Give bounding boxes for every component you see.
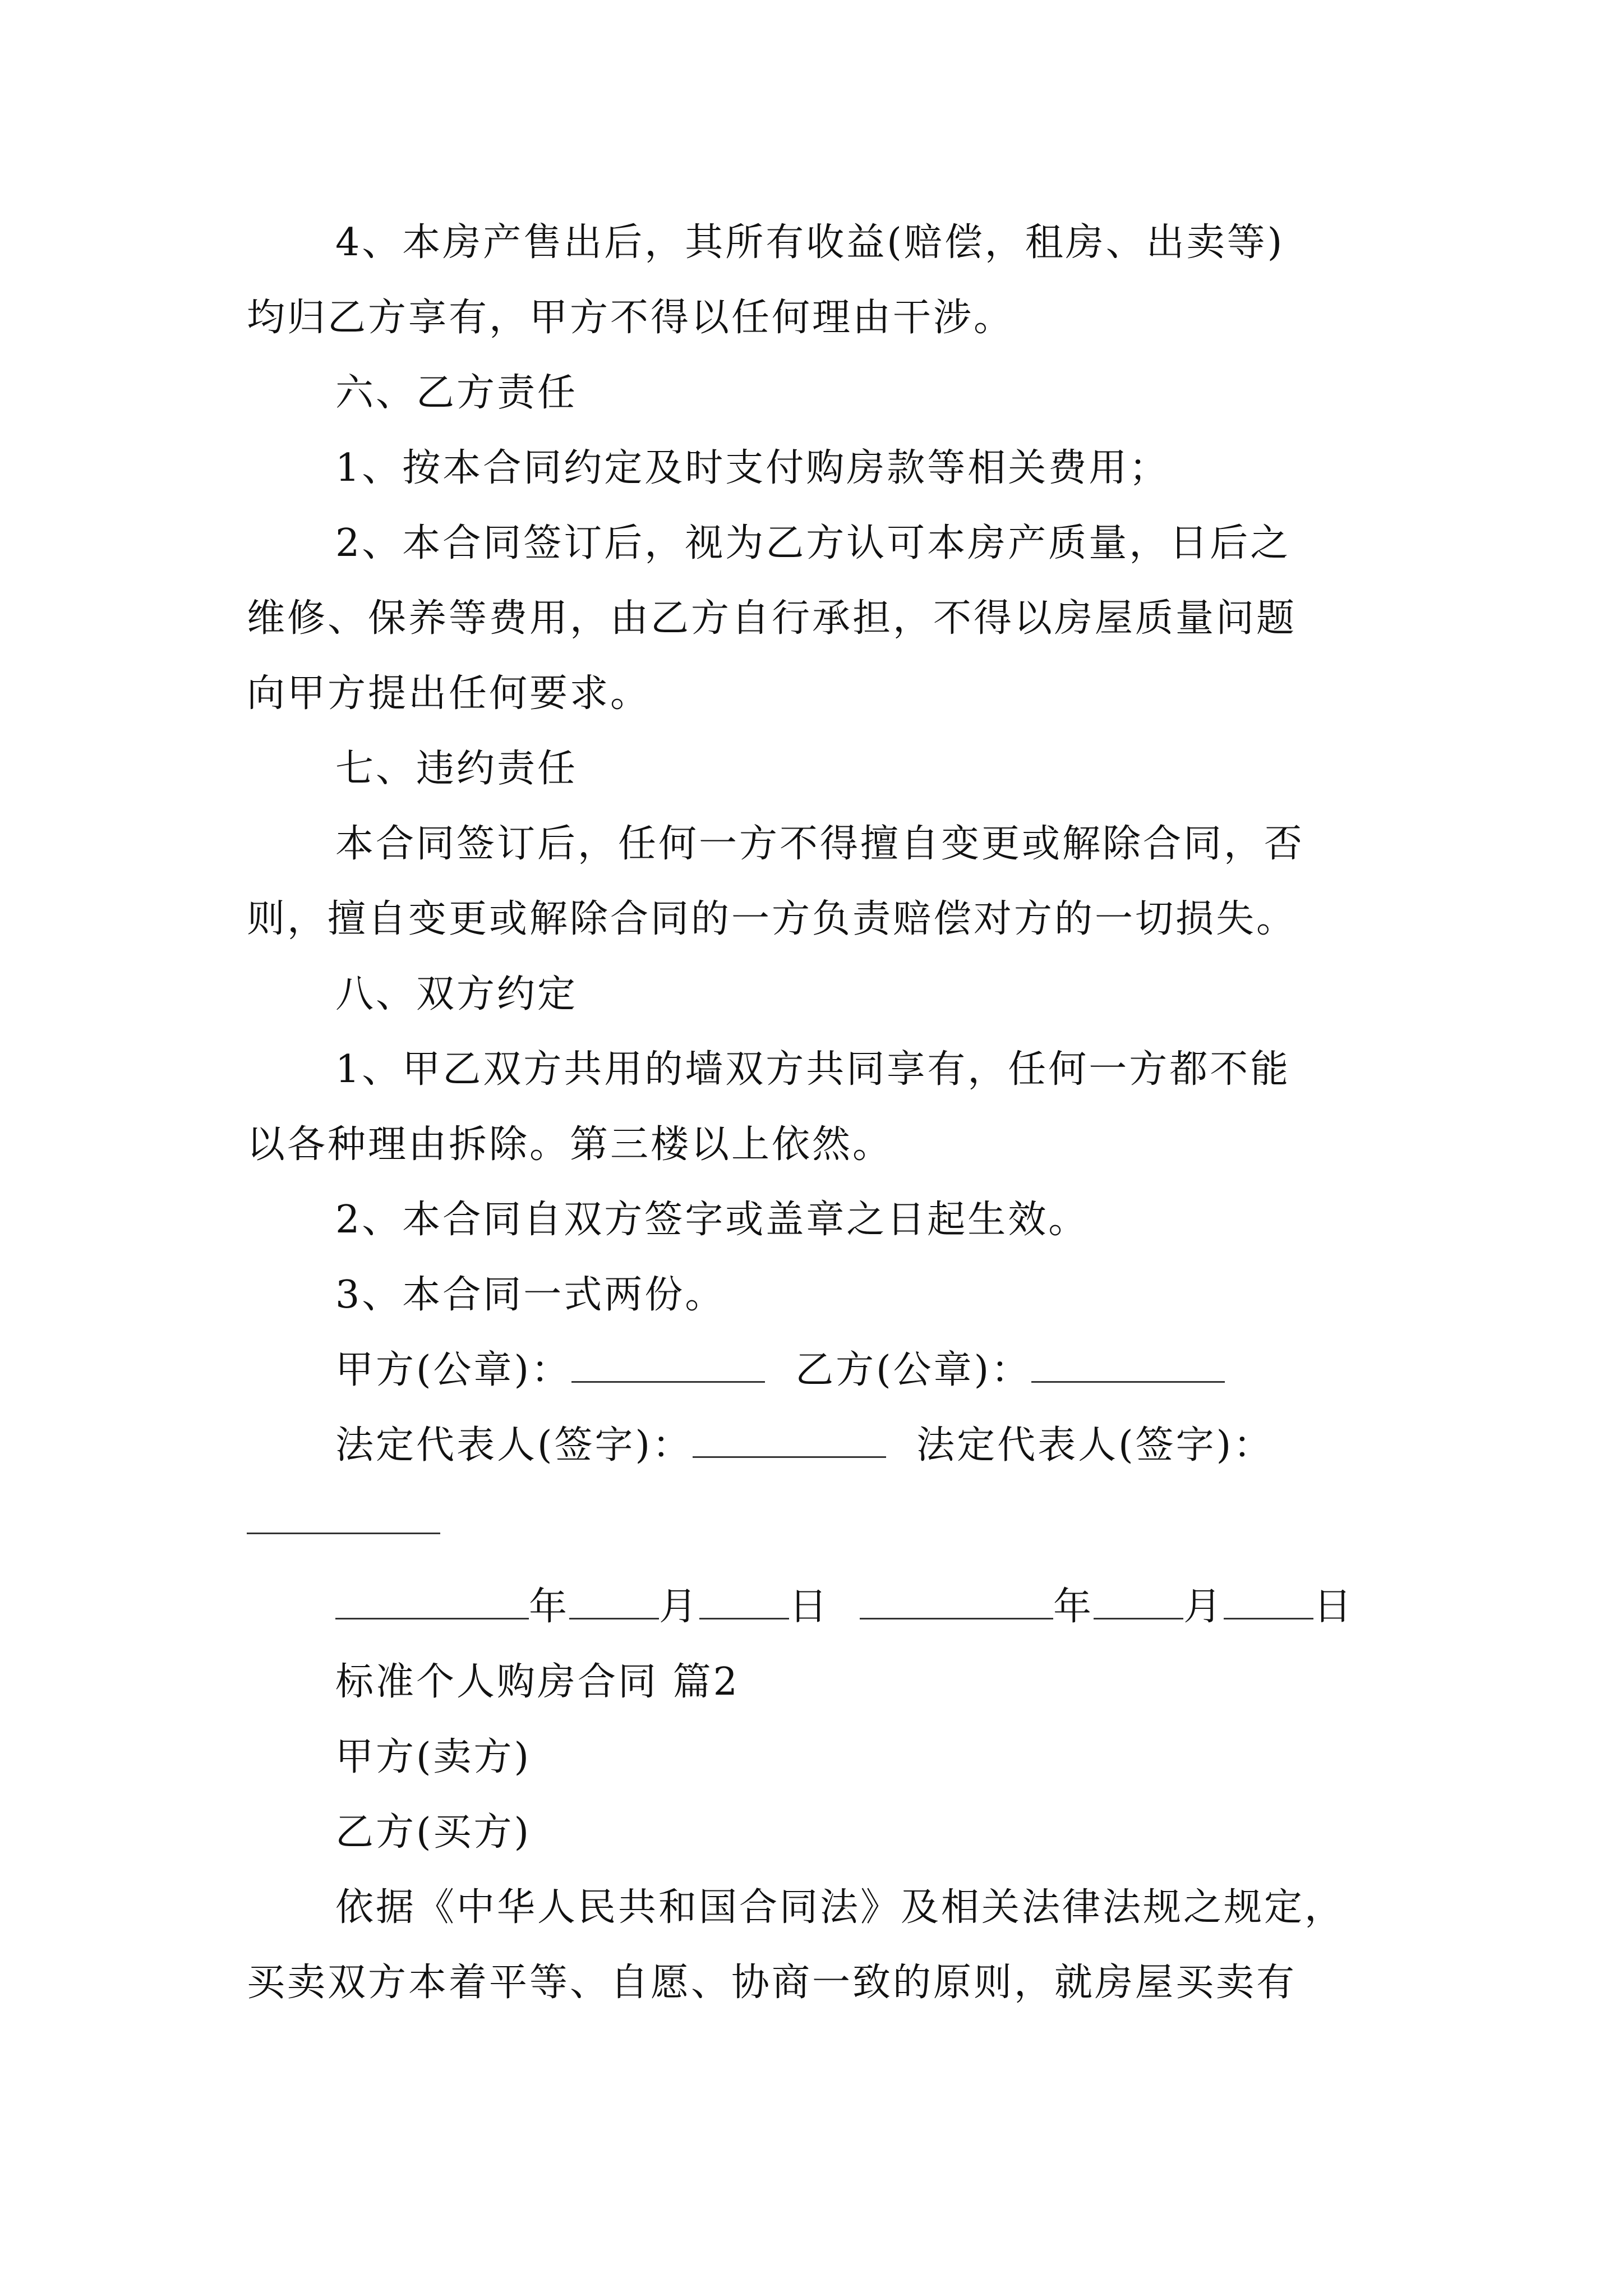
party-a-year-blank bbox=[335, 1584, 529, 1619]
party-a-year-label: 年 bbox=[529, 1585, 570, 1629]
section-8-heading: 八、双方约定 bbox=[335, 972, 578, 1016]
party-a-seal-label: 甲方(公章)： bbox=[335, 1348, 572, 1392]
party-b-year-label: 年 bbox=[1053, 1585, 1094, 1629]
party-b-day-blank bbox=[1224, 1584, 1313, 1619]
party-a-day-label: 日 bbox=[789, 1585, 830, 1629]
party-a-rep-blank bbox=[693, 1423, 886, 1458]
section-2-title: 标准个人购房合同 篇2 bbox=[335, 1660, 740, 1704]
section-6-item-2-line2: 维修、保养等费用，由乙方自行承担，不得以房屋质量问题 bbox=[247, 596, 1297, 641]
party-b-rep-blank bbox=[247, 1499, 440, 1534]
clause-4-line1: 4、本房产售出后，其所有收益(赔偿，租房、出卖等) bbox=[335, 220, 1285, 265]
party-b-rep-blank-row bbox=[247, 1497, 440, 1547]
basis-paragraph-line2: 买卖双方本着平等、自愿、协商一致的原则，就房屋买卖有 bbox=[247, 1961, 1297, 2005]
section-7-body-line1: 本合同签订后，任何一方不得擅自变更或解除合同，否 bbox=[335, 822, 1305, 866]
party-a-rep-label: 法定代表人(签字)： bbox=[335, 1423, 693, 1467]
party-b-month-blank bbox=[1094, 1584, 1183, 1619]
section-7-body-line2: 则，擅自变更或解除合同的一方负责赔偿对方的一切损失。 bbox=[247, 897, 1297, 941]
party-b-seal-blank bbox=[1031, 1347, 1225, 1383]
section-7-heading: 七、违约责任 bbox=[335, 747, 578, 791]
party-b-day-label: 日 bbox=[1313, 1585, 1354, 1629]
buyer-label: 乙方(买方) bbox=[335, 1810, 532, 1855]
rep-row bbox=[335, 1420, 1274, 1471]
section-6-item-2-line3: 向甲方提出任何要求。 bbox=[247, 671, 651, 716]
party-b-year-blank bbox=[860, 1584, 1053, 1619]
section-8-item-1-line2: 以各种理由拆除。第三楼以上依然。 bbox=[247, 1122, 893, 1167]
seal-row bbox=[335, 1345, 1225, 1396]
party-a-month-blank bbox=[569, 1584, 659, 1619]
party-b-rep-label: 法定代表人(签字)： bbox=[916, 1423, 1274, 1467]
seller-label: 甲方(卖方) bbox=[335, 1735, 532, 1779]
section-8-item-3: 3、本合同一式两份。 bbox=[335, 1273, 726, 1317]
basis-paragraph-line1: 依据《中华人民共和国合同法》及相关法律法规之规定， bbox=[335, 1885, 1345, 1930]
party-b-month-label: 月 bbox=[1183, 1585, 1224, 1629]
party-a-day-blank bbox=[699, 1584, 789, 1619]
party-b-seal-label: 乙方(公章)： bbox=[795, 1348, 1032, 1392]
date-row bbox=[335, 1582, 1354, 1632]
party-a-seal-blank bbox=[571, 1347, 765, 1383]
section-6-item-2-line1: 2、本合同签订后，视为乙方认可本房产质量，日后之 bbox=[335, 521, 1291, 565]
clause-4-line2: 均归乙方享有，甲方不得以任何理由干涉。 bbox=[247, 296, 1015, 340]
section-8-item-2: 2、本合同自双方签字或盖章之日起生效。 bbox=[335, 1198, 1089, 1242]
party-a-month-label: 月 bbox=[659, 1585, 700, 1629]
section-6-heading: 六、乙方责任 bbox=[335, 371, 578, 415]
section-6-item-1: 1、按本合同约定及时支付购房款等相关费用； bbox=[335, 446, 1170, 490]
section-8-item-1-line1: 1、甲乙双方共用的墙双方共同享有，任何一方都不能 bbox=[335, 1047, 1291, 1092]
